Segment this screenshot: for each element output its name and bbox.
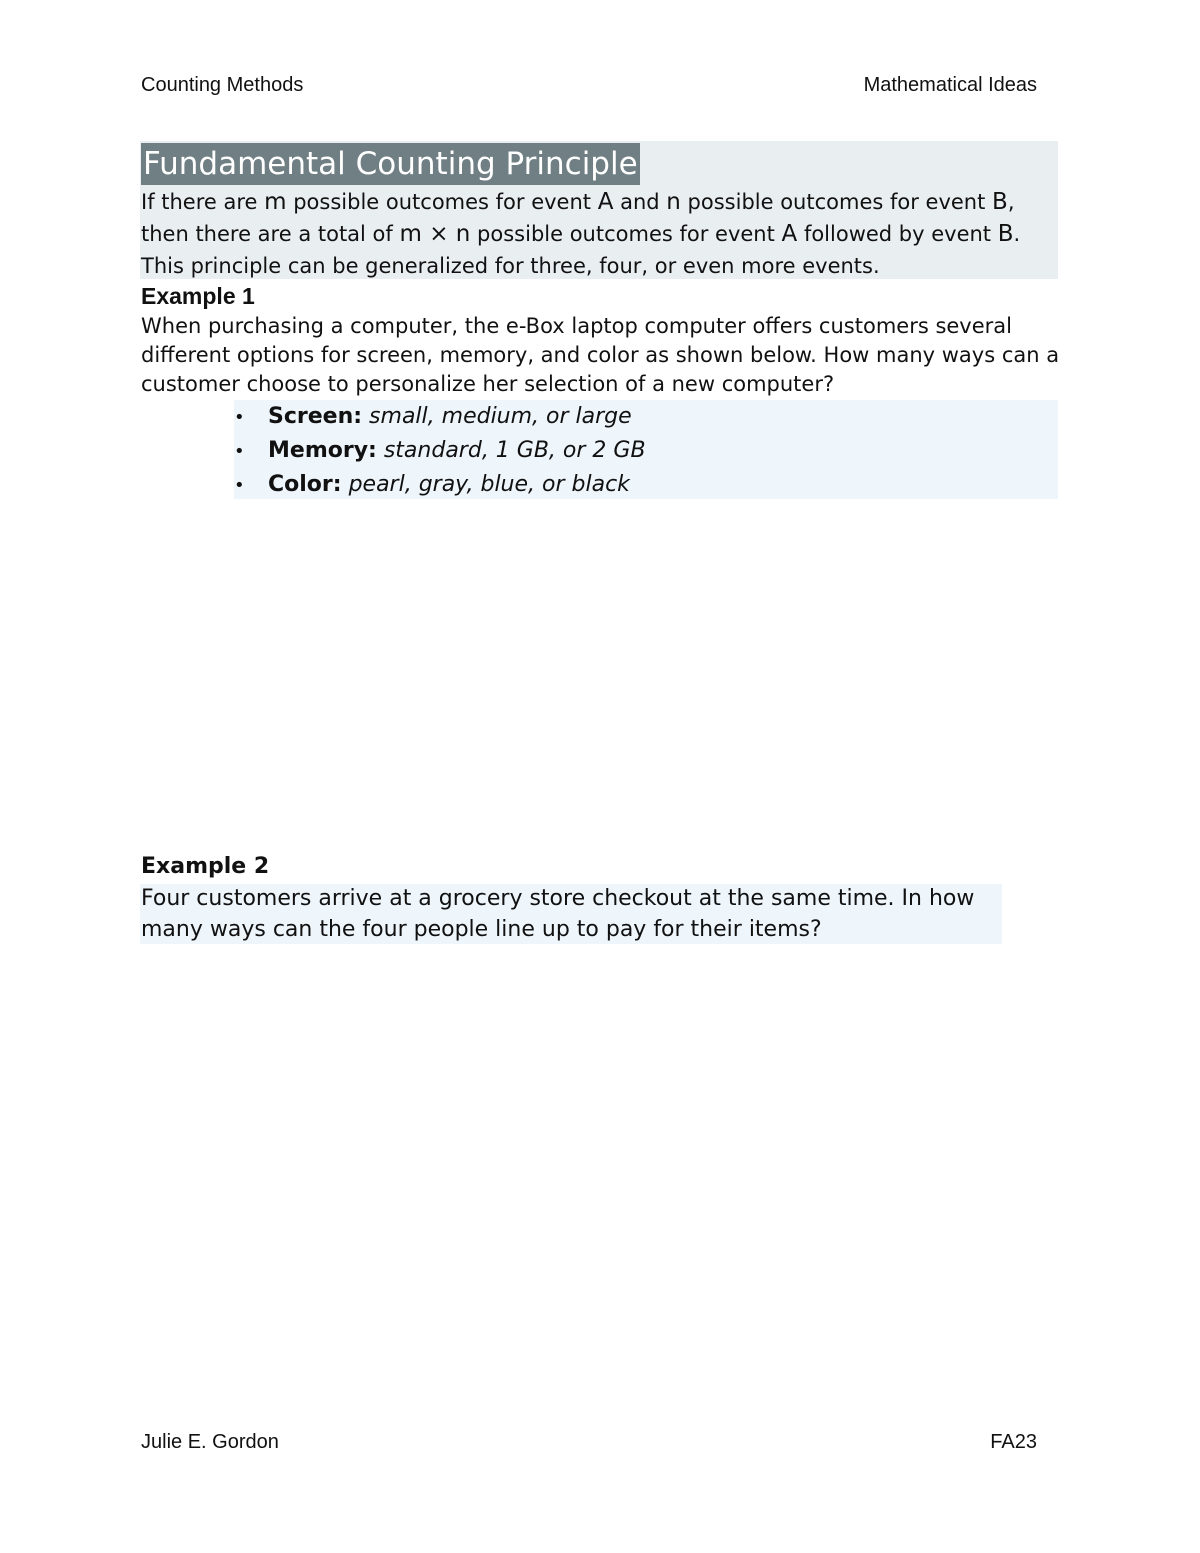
option-label: Memory: bbox=[268, 438, 377, 463]
principle-line-2 bbox=[141, 218, 1056, 250]
option-value: standard, 1 GB, or 2 GB bbox=[383, 438, 646, 463]
option-label: Color: bbox=[268, 472, 342, 497]
variable-a: A bbox=[781, 221, 798, 247]
principle-text-fragment: If there are bbox=[141, 190, 265, 214]
variable-b: B bbox=[992, 189, 1008, 215]
principle-text-fragment: then there are a total of bbox=[141, 222, 400, 246]
principle-text bbox=[141, 186, 1056, 282]
option-label: Screen: bbox=[268, 404, 363, 429]
principle-line-3: This principle can be generalized for three, four, or even more events. bbox=[141, 254, 880, 278]
footer-term: FA23 bbox=[990, 1431, 1037, 1453]
principle-text-fragment: followed by event bbox=[797, 222, 998, 246]
variable-m: m bbox=[264, 189, 287, 215]
footer-author: Julie E. Gordon bbox=[141, 1431, 279, 1453]
option-screen bbox=[234, 400, 632, 435]
principle-text-fragment: possible outcomes for event bbox=[470, 222, 782, 246]
option-color bbox=[234, 468, 630, 503]
example-2-title: Example 2 bbox=[141, 854, 270, 879]
example-1-title: Example 1 bbox=[141, 283, 255, 309]
header-right-title: Mathematical Ideas bbox=[863, 74, 1037, 96]
variable-b: B bbox=[997, 221, 1014, 247]
variable-a: A bbox=[597, 189, 614, 215]
bullet-icon: • bbox=[234, 407, 245, 428]
bullet-icon: • bbox=[234, 441, 245, 462]
example-1-line-3: customer choose to personalize her selection of a new computer? bbox=[141, 372, 835, 396]
principle-text-fragment: possible outcomes for event bbox=[286, 190, 598, 214]
principle-title: Fundamental Counting Principle bbox=[141, 143, 640, 185]
option-memory bbox=[234, 434, 646, 469]
example-2-line-2: many ways can the four people line up to pay for their items? bbox=[141, 917, 822, 942]
variable-m-times-n: m × n bbox=[399, 221, 471, 247]
principle-text-fragment: , bbox=[1007, 190, 1015, 214]
principle-text-fragment: . bbox=[1013, 222, 1021, 246]
principle-line-1 bbox=[141, 186, 1056, 218]
option-value: small, medium, or large bbox=[369, 404, 632, 429]
example-1-text bbox=[141, 312, 1061, 399]
header-left-title: Counting Methods bbox=[141, 74, 304, 96]
variable-n: n bbox=[666, 189, 681, 215]
example-1-line-1: When purchasing a computer, the e-Box laptop computer offers customers several bbox=[141, 314, 1012, 338]
example-2-text bbox=[141, 883, 1041, 945]
bullet-icon: • bbox=[234, 475, 245, 496]
option-value: pearl, gray, blue, or black bbox=[348, 472, 630, 497]
example-2-line-1: Four customers arrive at a grocery store checkout at the same time. In how bbox=[141, 886, 975, 911]
principle-text-fragment: and bbox=[613, 190, 667, 214]
principle-text-fragment: possible outcomes for event bbox=[680, 190, 993, 214]
example-1-line-2: different options for screen, memory, and color as shown below. How many ways can a bbox=[141, 343, 1060, 367]
